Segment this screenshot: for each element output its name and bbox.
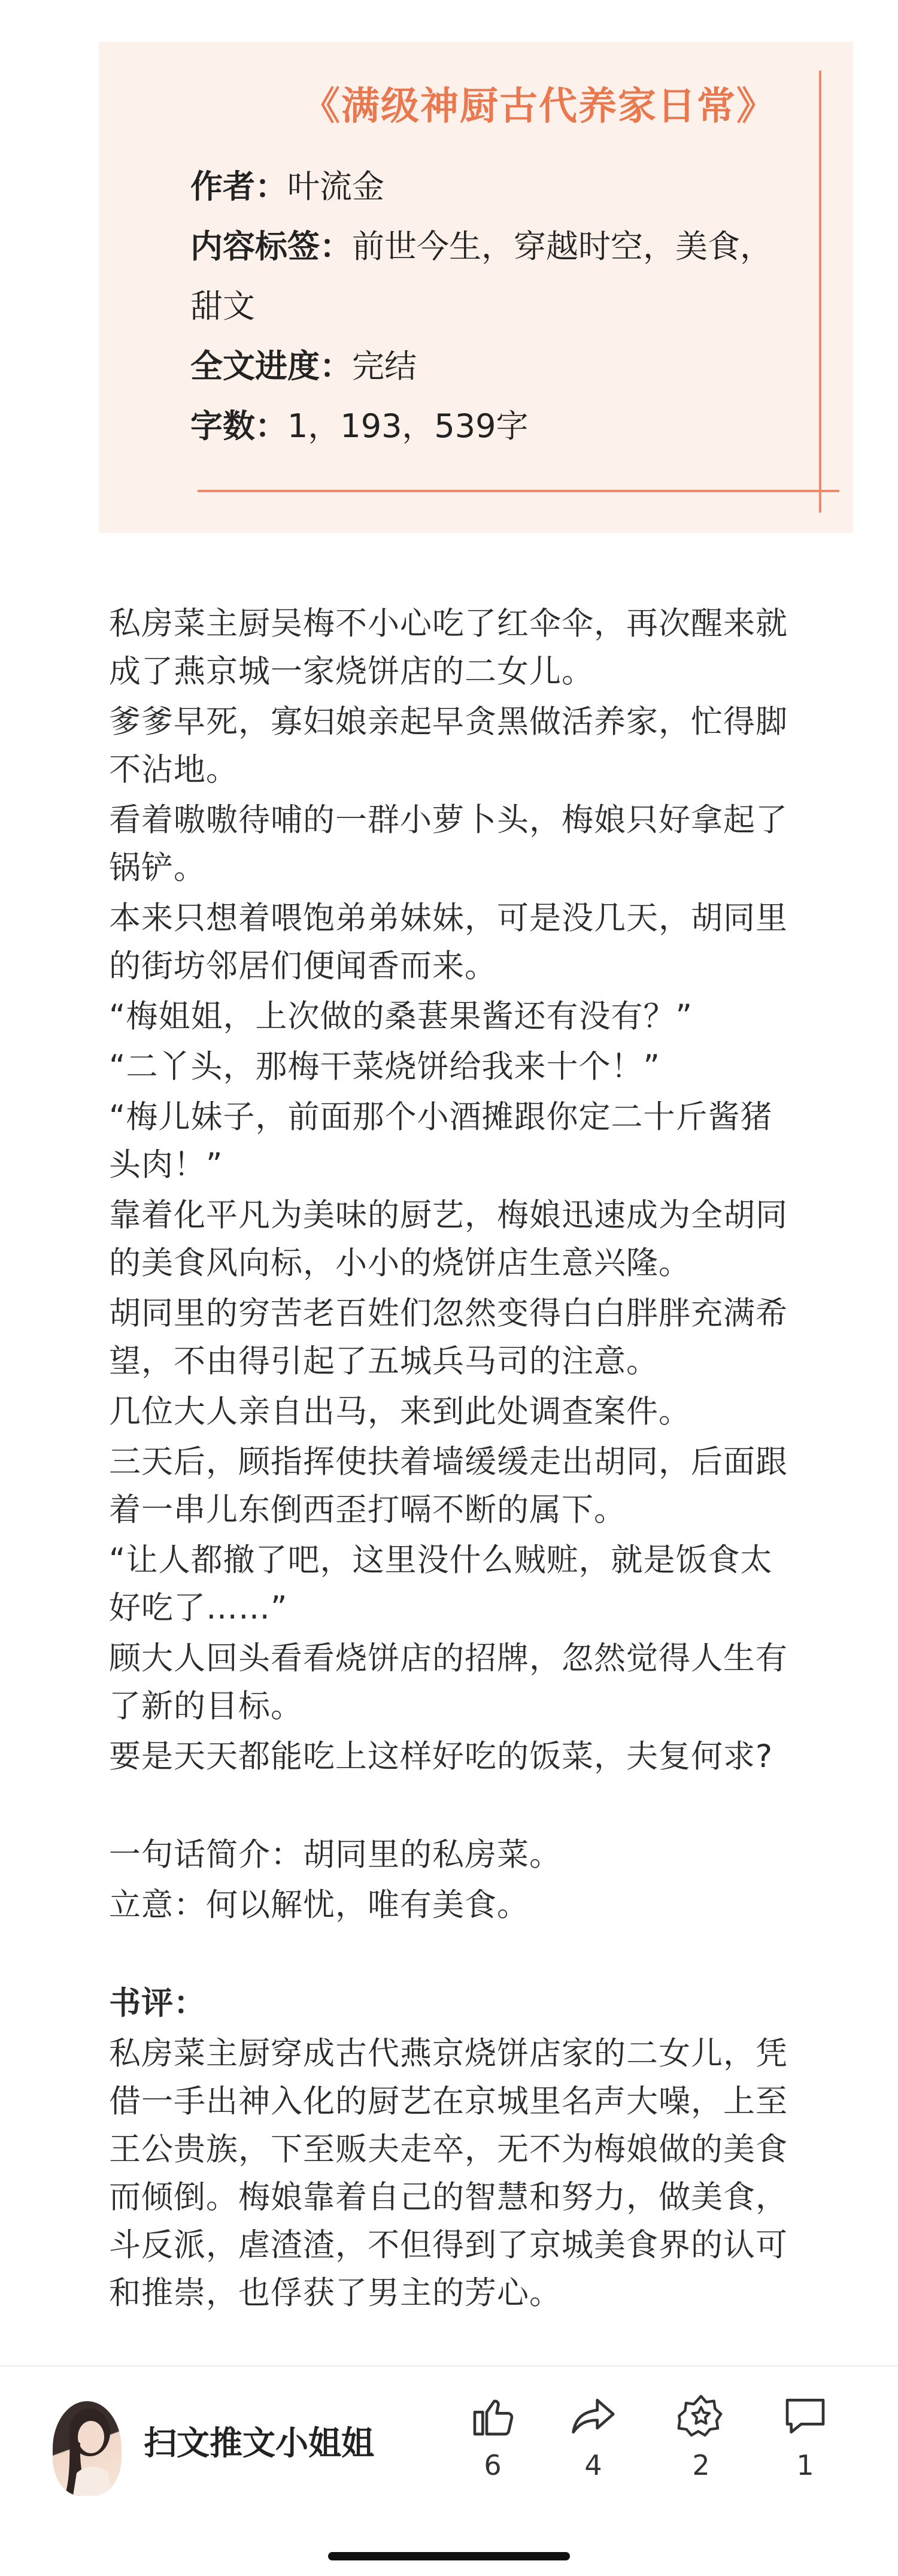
card-vertical-rule	[819, 71, 821, 513]
article-paragraph: 爹爹早死，寡妇娘亲起早贪黑做活养家，忙得脚不沾地。	[109, 704, 788, 788]
comment-button[interactable]	[760, 2392, 850, 2482]
card-horizontal-rule	[198, 490, 839, 492]
tags-value: 前世今生，穿越时空，美食，甜文	[190, 228, 772, 325]
article-paragraph: “梅姐姐，上次做的桑葚果酱还有没有？”	[109, 998, 693, 1035]
review-text: 私房菜主厨穿成古代燕京烧饼店家的二女儿，凭借一手出神入化的厨艺在京城里名声大噪，上至王公贵族，下至贩夫走卒，无不为梅娘做的美食而倾倒。梅娘靠着自己的智慧和努力，做美食，斗反派，虐渣渣，不但得到了京城美食界的认可和推崇，也俘获了男主的芳心。	[109, 2035, 788, 2311]
comment-count: 1	[796, 2449, 814, 2481]
word-count-row	[190, 396, 795, 456]
avatar-figure-icon	[53, 2401, 122, 2496]
article-paragraph: “二丫头，那梅干菜烧饼给我来十个！”	[109, 1048, 660, 1085]
spacer	[109, 1932, 797, 1980]
article-paragraph: “让人都撤了吧，这里没什么贼赃，就是饭食太好吃了……”	[109, 1542, 773, 1626]
share-arrow-icon	[569, 2392, 617, 2440]
article-paragraph: 私房菜主厨吴梅不小心吃了红伞伞，再次醒来就成了燕京城一家烧饼店的二女儿。	[109, 605, 788, 690]
comment-bubble-icon	[781, 2392, 829, 2440]
article-paragraph: 三天后，顾指挥使扶着墙缓缓走出胡同，后面跟着一串儿东倒西歪打嗝不断的属下。	[109, 1444, 788, 1528]
word-count-label: 字数：	[190, 407, 287, 445]
article-paragraph: 顾大人回头看看烧饼店的招牌，忽然觉得人生有了新的目标。	[109, 1640, 788, 1725]
theme-line: 立意：何以解忧，唯有美食。	[109, 1887, 529, 1923]
article-paragraph: 胡同里的穷苦老百姓们忽然变得白白胖胖充满希望，不由得引起了五城兵马司的注意。	[109, 1295, 788, 1380]
like-count: 6	[484, 2449, 502, 2481]
home-indicator[interactable]	[328, 2552, 570, 2560]
article-paragraph: 要是天天都能吃上这样好吃的饭菜，夫复何求?	[109, 1738, 773, 1775]
progress-value: 完结	[352, 347, 417, 385]
article-paragraph: 几位大人亲自出马，来到此处调查案件。	[109, 1393, 691, 1430]
review-heading: 书评：	[109, 1985, 206, 2022]
favorite-button[interactable]	[656, 2392, 746, 2482]
article-paragraph: 靠着化平凡为美味的厨艺，梅娘迅速成为全胡同的美食风向标，小小的烧饼店生意兴隆。	[109, 1197, 788, 1281]
article-paragraph: 看着嗷嗷待哺的一群小萝卜头，梅娘只好拿起了锅铲。	[109, 802, 788, 886]
progress-row	[190, 337, 795, 396]
like-button[interactable]	[448, 2392, 538, 2482]
tags-row	[190, 217, 795, 337]
share-button[interactable]	[548, 2392, 638, 2482]
article-body	[109, 600, 797, 2320]
book-title: 《满级神厨古代养家日常》	[302, 84, 776, 129]
share-count: 4	[584, 2449, 602, 2481]
author-name[interactable]: 扫文推文小姐姐	[144, 2424, 375, 2462]
tags-label: 内容标签：	[190, 228, 352, 265]
article-paragraph: 本来只想着喂饱弟弟妹妹，可是没几天，胡同里的街坊邻居们便闻香而来。	[109, 900, 788, 984]
favorite-count: 2	[692, 2449, 710, 2481]
star-badge-icon	[677, 2392, 725, 2440]
spacer	[109, 1783, 797, 1831]
thumbs-up-icon	[469, 2392, 517, 2440]
author-avatar[interactable]	[53, 2401, 122, 2496]
word-count-value: 1，193，539字	[287, 407, 529, 445]
author-row	[190, 157, 795, 217]
summary-line: 一句话简介：胡同里的私房菜。	[109, 1836, 562, 1873]
article-paragraph: “梅儿妹子，前面那个小酒摊跟你定二十斤酱猪头肉！”	[109, 1099, 773, 1183]
author-label: 作者：	[190, 168, 287, 205]
footer-divider	[0, 2365, 898, 2366]
progress-label: 全文进度：	[190, 347, 352, 385]
author-value: 叶流金	[287, 168, 384, 205]
